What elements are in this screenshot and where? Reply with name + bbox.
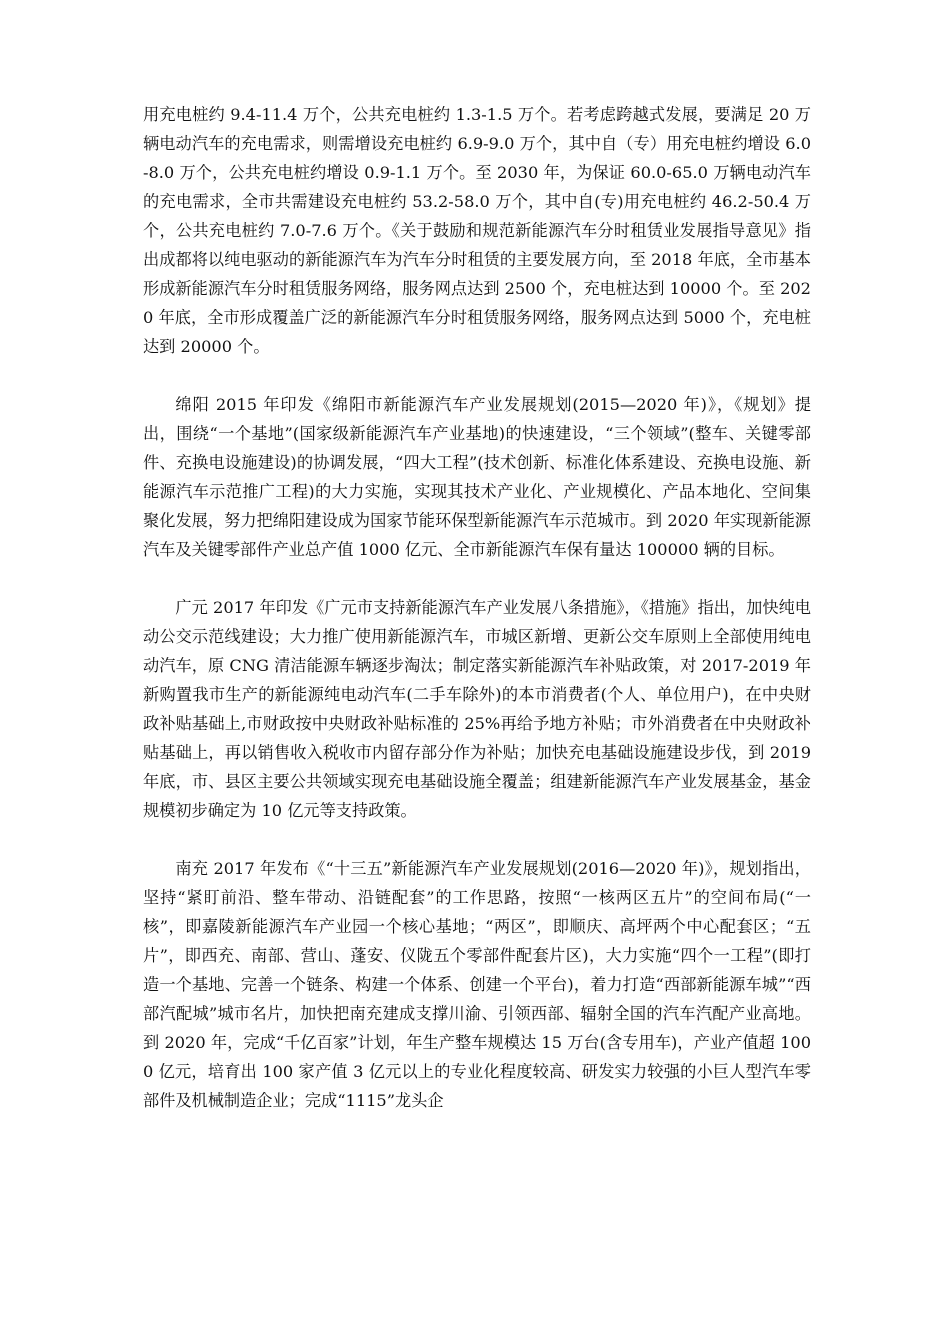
paragraph-gap	[143, 825, 811, 854]
paragraph-chengdu-continued: 用充电桩约 9.4-11.4 万个，公共充电桩约 1.3-1.5 万个。若考虑跨越式发展，要满足 20 万辆电动汽车的充电需求，则需增设充电桩约 6.9-9.0 万个，其中自（专）用充电桩约增设 6.0-8.0 万个，公共充电桩约增设 0.9-1.1 万个。至 2030 年，为保证 60.0-65.0 万辆电动汽车的充电需求，全市共需建设充电桩约 53.2-58.0 万个，其中自(专)用充电桩约 46.2-50.4 万个，公共充电桩约 7.0-7.6 万个。《关于鼓励和规范新能源汽车分时租赁业发展指导意见》指出成都将以纯电驱动的新能源汽车为汽车分时租赁的主要发展方向，至 2018 年底，全市基本形成新能源汽车分时租赁服务网络，服务网点达到 2500 个，充电桩达到 10000 个。至 2020 年底，全市形成覆盖广泛的新能源汽车分时租赁服务网络，服务网点达到 5000 个，充电桩达到 20000 个。	[143, 105, 811, 356]
paragraph-nanchong: 南充 2017 年发布《“十三五”新能源汽车产业发展规划(2016—2020 年)》，规划指出，坚持“紧盯前沿、整车带动、沿链配套”的工作思路，按照“一核两区五片”的空间布局(“一核”，即嘉陵新能源汽车产业园一个核心基地；“两区”，即顺庆、高坪两个中心配套区；“五片”，即西充、南部、营山、蓬安、仪陇五个零部件配套片区)，大力实施“四个一工程”(即打造一个基地、完善一个链条、构建一个体系、创建一个平台)，着力打造“西部新能源车城”“西部汽配城”城市名片，加快把南充建成支撑川渝、引领西部、辐射全国的汽车汽配产业高地。到 2020 年，完成“千亿百家”计划，年生产整车规模达 15 万台(含专用车)，产业产值超 1000 亿元，培育出 100 家产值 3 亿元以上的专业化程度较高、研发实力较强的小巨人型汽车零部件及机械制造企业；完成“1115”龙头企	[143, 859, 811, 1110]
paragraph-mianyang: 绵阳 2015 年印发《绵阳市新能源汽车产业发展规划(2015—2020 年)》，《规划》提出，围绕“一个基地”(国家级新能源汽车产业基地)的快速建设，“三个领域”(整车、关键零部件、充换电设施建设)的协调发展，“四大工程”(技术创新、标准化体系建设、充换电设施、新能源汽车示范推广工程)的大力实施，实现其技术产业化、产业规模化、产品本地化、空间集聚化发展，努力把绵阳建设成为国家节能环保型新能源汽车示范城市。到 2020 年实现新能源汽车及关键零部件产业总产值 1000 亿元、全市新能源汽车保有量达 100000 辆的目标。	[143, 395, 811, 559]
document-body	[143, 100, 811, 1115]
paragraph-guangyuan: 广元 2017 年印发《广元市支持新能源汽车产业发展八条措施》，《措施》指出，加快纯电动公交示范线建设；大力推广使用新能源汽车，市城区新增、更新公交车原则上全部使用纯电动汽车，原 CNG 清洁能源车辆逐步淘汰；制定落实新能源汽车补贴政策，对 2017-2019 年新购置我市生产的新能源纯电动汽车(二手车除外)的本市消费者(个人、单位用户)，在中央财政补贴基础上,市财政按中央财政补贴标准的 25%再给予地方补贴；市外消费者在中央财政补贴基础上，再以销售收入税收市内留存部分作为补贴；加快充电基础设施建设步伐，到 2019 年底，市、县区主要公共领域实现充电基础设施全覆盖；组建新能源汽车产业发展基金，基金规模初步确定为 10 亿元等支持政策。	[143, 598, 811, 820]
paragraph-gap	[143, 564, 811, 593]
paragraph-gap	[143, 361, 811, 390]
